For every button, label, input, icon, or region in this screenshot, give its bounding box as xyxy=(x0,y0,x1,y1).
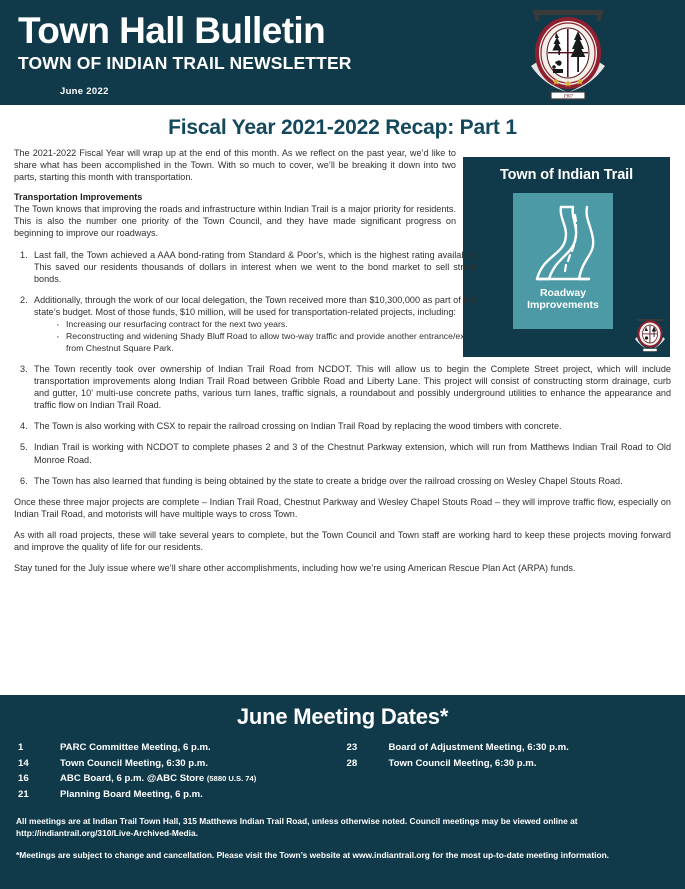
list-item-text: Additionally, through the work of our local delegation, the Town received more than $10,300,000 as part of the state’s budget. Most of those funds, $10 million, will be used for transportation-related projects, including: xyxy=(34,294,476,317)
road-card-label-line1: Roadway xyxy=(539,287,587,299)
road-card-label xyxy=(513,287,613,312)
meeting-description: Planning Board Meeting, 6 p.m. xyxy=(60,788,203,800)
list-item-text: The Town recently took over ownership of Indian Trail Road from NCDOT. This will allow us to begin the Complete Street project, which will include transportation improvements along Indian Trail Road between Gribble Road and Liberty Lane. This project will consist of constructing storm drainage, curb and gutter, 10’ multi-use concrete paths, various turn lanes, traffic signals, a roundabout and possibly underground utilities to enhance the appearance and traffic flow on Indian Trail Road. xyxy=(34,363,671,411)
meeting-row xyxy=(343,756,672,772)
article-title: Fiscal Year 2021-2022 Recap: Part 1 xyxy=(168,116,517,139)
meeting-day: 23 xyxy=(346,742,358,753)
meeting-row xyxy=(14,756,343,772)
meeting-description: Board of Adjustment Meeting, 6:30 p.m. xyxy=(388,742,569,753)
town-seal-icon-small xyxy=(633,318,667,352)
meeting-description: Town Council Meeting, 6:30 p.m. xyxy=(388,757,537,769)
sidebar-title: Town of Indian Trail xyxy=(499,167,634,183)
svg-text:1907: 1907 xyxy=(563,94,573,100)
closing-paragraph: Stay tuned for the July issue where we’ll share other accomplishments, including how we’re using American Rescue Plan Act (ARPA) funds. xyxy=(14,563,576,574)
meetings-column-left xyxy=(14,740,343,802)
masthead-subtitle: TOWN OF INDIAN TRAIL NEWSLETTER xyxy=(18,53,352,74)
meeting-description: PARC Committee Meeting, 6 p.m. xyxy=(60,742,211,753)
meeting-row xyxy=(14,787,343,803)
meeting-row xyxy=(14,740,343,756)
town-seal-icon xyxy=(523,8,613,100)
list-item xyxy=(14,294,476,354)
winding-road-icon xyxy=(521,199,605,285)
list-item xyxy=(14,475,671,487)
section-heading: Transportation Improvements xyxy=(14,192,143,203)
closing-paragraph: Once these three major projects are complete – Indian Trail Road, Chestnut Parkway and Wesley Chapel Stouts Road – they will improve traffic flow, especially on Indian Trail Road, and motorists will have multiple ways to cross Town. xyxy=(14,496,671,519)
meeting-day: 1 xyxy=(18,742,24,753)
meeting-dates-footer xyxy=(0,695,685,889)
newsletter-header xyxy=(0,0,685,105)
list-item-text: Last fall, the Town achieved a AAA bond-rating from Standard & Poor’s, which is the highest rating available. This saved our residents thousands of dollars in interest when we went to the bond market to sell street bonds. xyxy=(34,249,476,284)
meetings-column-right xyxy=(343,740,672,802)
footer-note-location: All meetings are at Indian Trail Town Hall, 315 Matthews Indian Trail Road, unless otherwise noted. Council meetings may be viewed online at http://indiantrail.org/310/Live-Archived-Media. xyxy=(16,816,578,838)
issue-date: June 2022 xyxy=(60,86,109,98)
masthead-title: Town Hall Bulletin xyxy=(18,10,326,51)
sub-list xyxy=(34,319,476,354)
section-intro-paragraph: The Town knows that improving the roads and infrastructure within Indian Trail is a major priority for residents. This is also the number one priority of the Town Council, and they have made significant progress on beginning to improve our roadways. xyxy=(14,204,456,239)
sidebar-highlight-block xyxy=(463,157,670,357)
footer-note-disclaimer: *Meetings are subject to change and cancellation. Please visit the Town’s website at www.indiantrail.org for the most up-to-date meeting information. xyxy=(16,850,610,861)
footer-title: June Meeting Dates* xyxy=(236,704,449,729)
closing-paragraphs xyxy=(14,496,671,574)
list-item xyxy=(14,420,671,432)
road-card-label-line2: Improvements xyxy=(527,299,599,312)
meeting-description: Town Council Meeting, 6:30 p.m. xyxy=(60,757,208,769)
meeting-row xyxy=(14,771,343,787)
list-item xyxy=(14,441,671,465)
sub-list-item: · Increasing our resurfacing contract for the next two years. xyxy=(56,319,476,330)
meetings-grid xyxy=(0,740,685,802)
closing-paragraph: As with all road projects, these will take several years to complete, but the Town Council and Town staff are working hard to keep these projects moving forward and improve the quality of life for our residents. xyxy=(14,529,671,552)
intro-paragraph: The 2021-2022 Fiscal Year will wrap up at the end of this month. As we reflect on the past year, we’d like to share what has been accomplished in the Town. With so much to cover, we’ll be breaking it down into two parts, starting this month with transportation. xyxy=(14,148,456,183)
meeting-day: 21 xyxy=(18,788,29,800)
newsletter-body xyxy=(0,116,685,574)
meeting-row xyxy=(343,740,672,756)
sub-list-item: · Reconstructing and widening Shady Bluff Road to allow two-way traffic and provide another entrance/exit from Chestnut Square Park. xyxy=(56,331,476,354)
meeting-day: 16 xyxy=(18,773,29,785)
list-item xyxy=(14,249,476,285)
meeting-description-text: ABC Board, 6 p.m. @ABC Store xyxy=(60,773,205,785)
list-item xyxy=(14,363,671,411)
list-item-text: The Town is also working with CSX to repair the railroad crossing on Indian Trail Road by replacing the wood timbers with concrete. xyxy=(34,421,562,432)
meeting-day: 28 xyxy=(346,757,358,769)
list-item-text: The Town has also learned that funding is being obtained by the state to create a bridge over the railroad crossing on Wesley Chapel Stouts Road. xyxy=(34,475,623,486)
roadway-improvements-card xyxy=(513,193,613,329)
meeting-day: 14 xyxy=(18,757,29,769)
list-item-text: Indian Trail is working with NCDOT to complete phases 2 and 3 of the Chestnut Parkway extension, which will run from Matthews Indian Trail Road to Old Monroe Road. xyxy=(34,442,671,465)
meeting-description xyxy=(60,771,343,787)
meeting-location-note: (5880 U.S. 74) xyxy=(206,774,257,784)
intro-column xyxy=(14,147,456,240)
